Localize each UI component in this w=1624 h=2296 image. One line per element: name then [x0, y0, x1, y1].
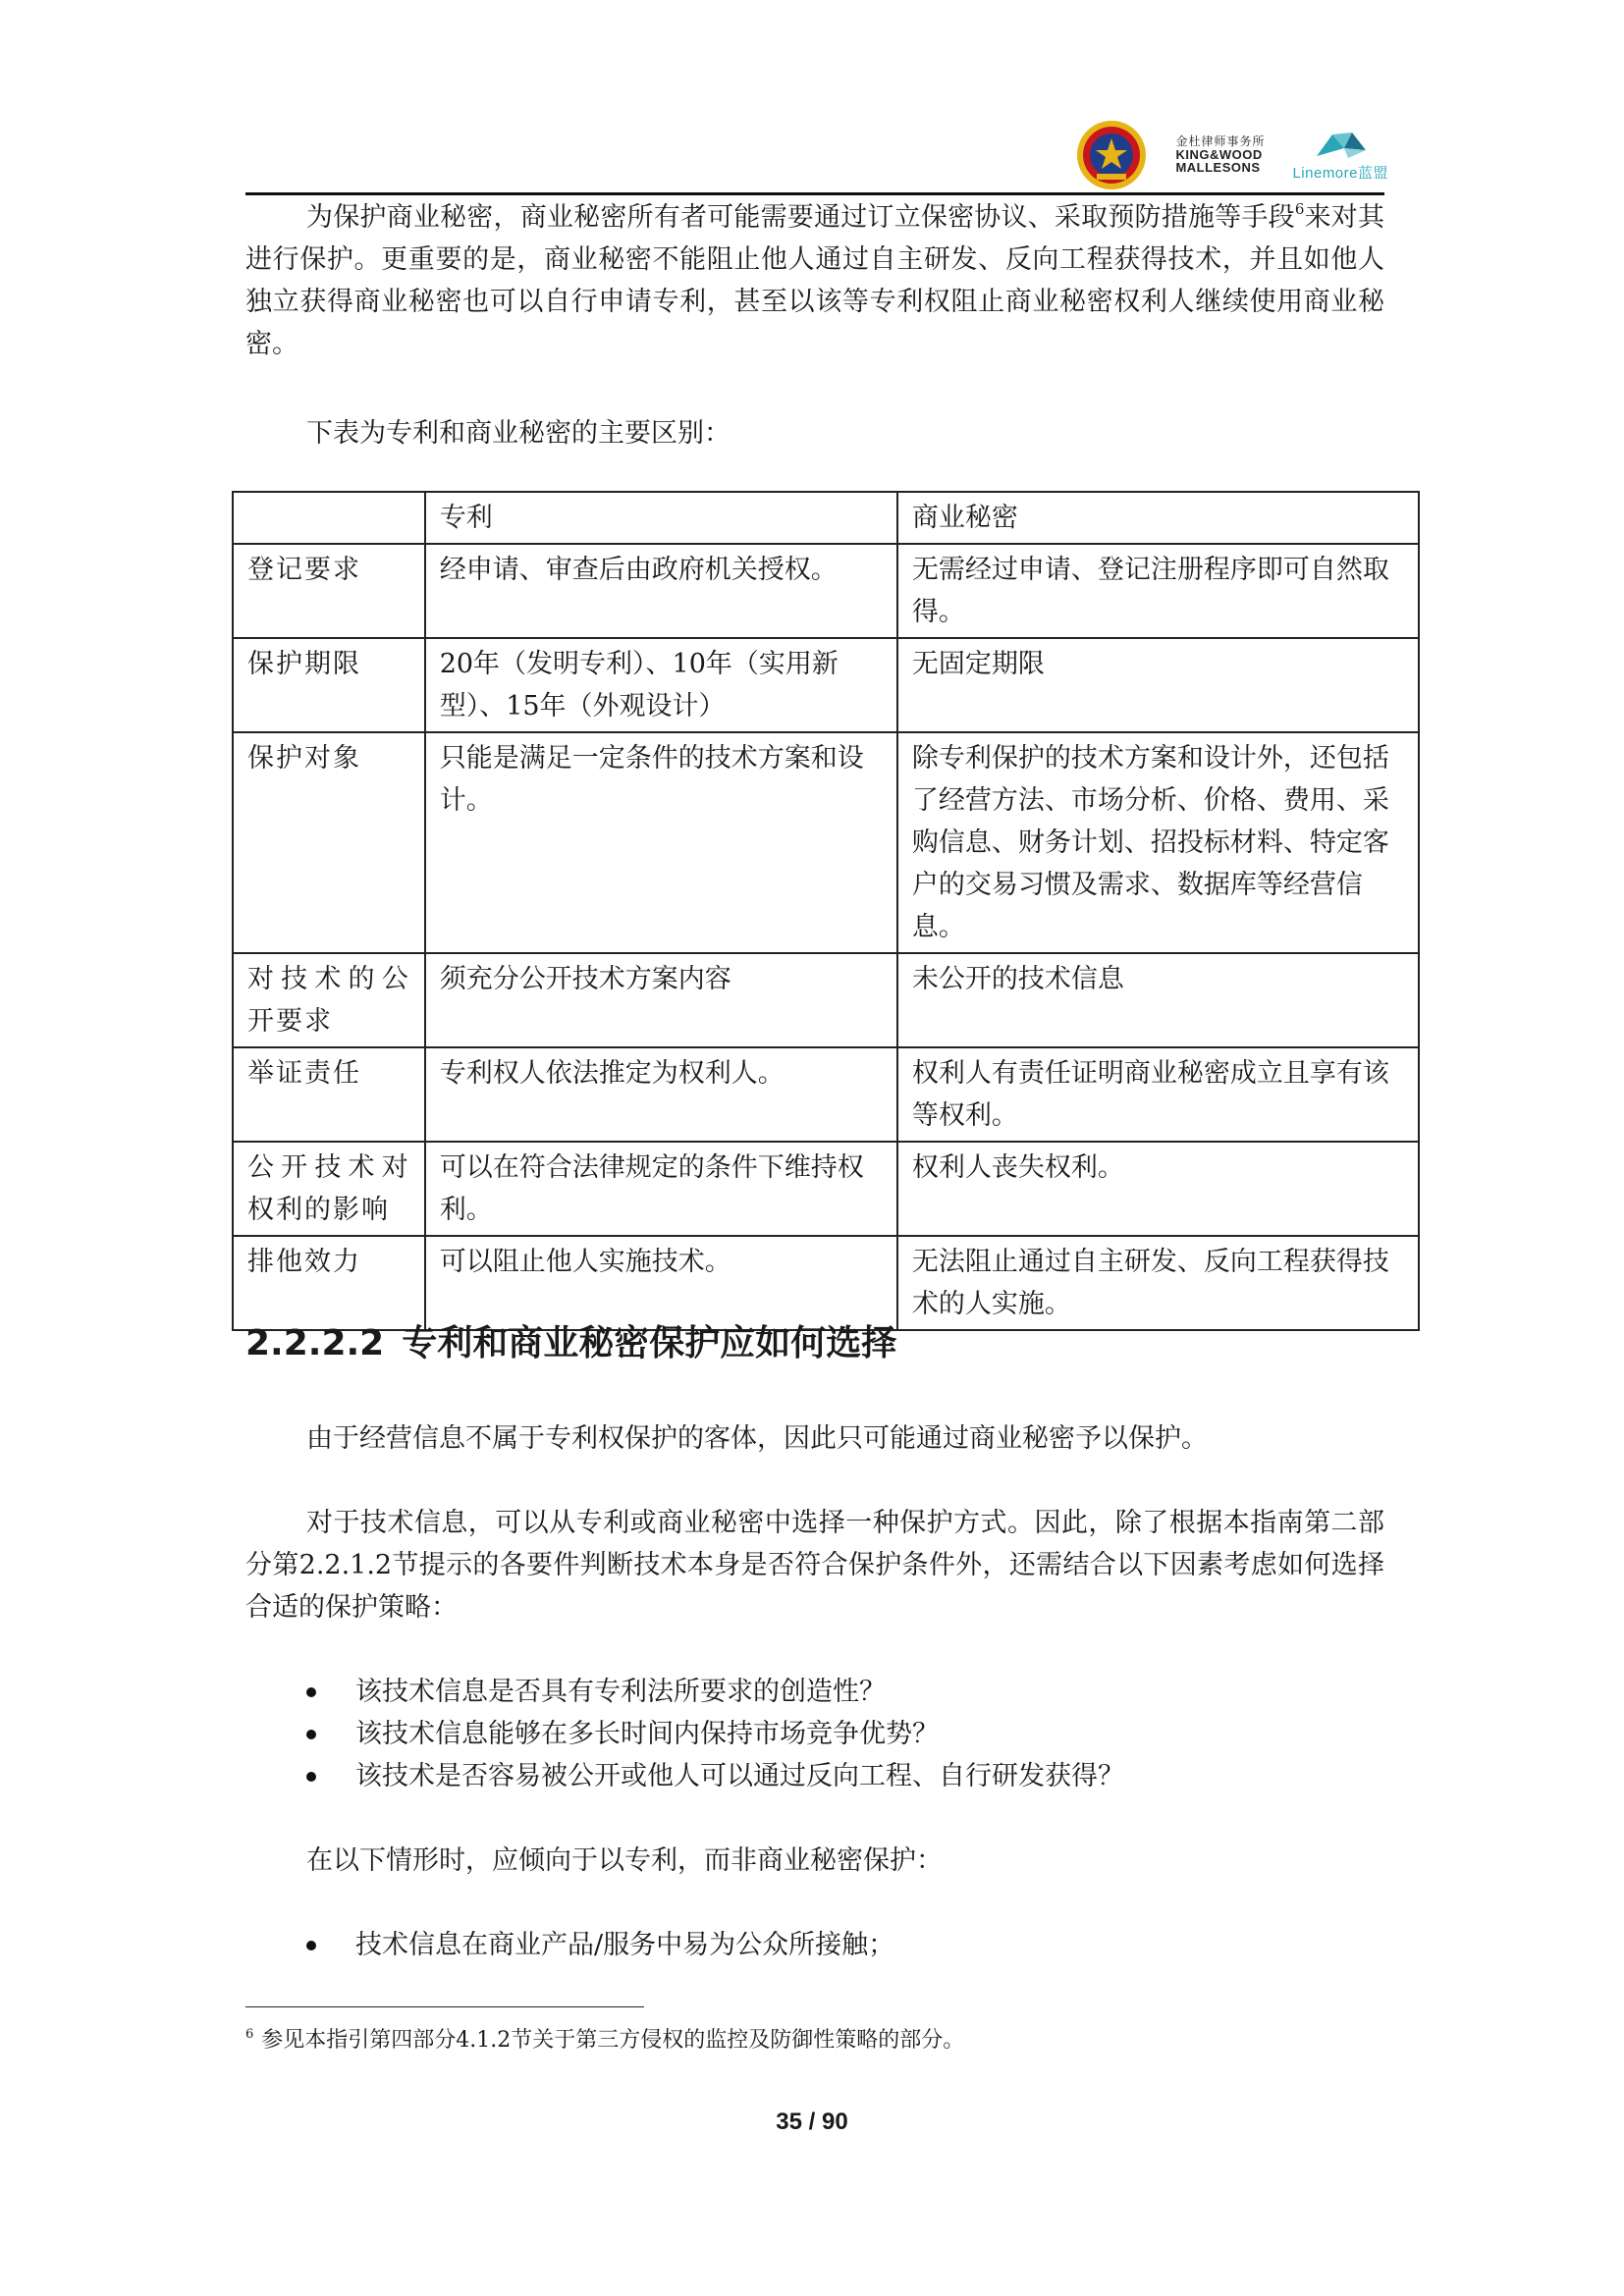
footnote-rule — [245, 2006, 644, 2007]
bullet-dot-icon — [306, 1772, 316, 1782]
kwm-logo-en-2: MALLESONS — [1175, 160, 1261, 176]
table-row — [233, 732, 1419, 953]
table-row — [233, 638, 1419, 732]
section-heading — [245, 1315, 896, 1365]
bullet-dot-icon — [306, 1687, 316, 1697]
table-cell: 权利人丧失权利。 — [897, 1142, 1419, 1236]
table-cell-label: 保护期限 — [233, 638, 425, 732]
paragraph-technical-info: 对于技术信息，可以从专利或商业秘密中选择一种保护方式。因此，除了根据本指南第二部分第2.2.1.2节提示的各要件判断技术本身是否符合保护条件外，还需结合以下因素考虑如何选择合适的保护策略： — [245, 1508, 1384, 1623]
list-item — [245, 1671, 1384, 1713]
comparison-table — [232, 491, 1420, 1331]
paragraph-business-info: 由于经营信息不属于专利权保护的客体，因此只可能通过商业秘密予以保护。 — [306, 1423, 1208, 1454]
bullet-dot-icon — [306, 1941, 316, 1950]
table-cell-label: 公开技术对权利的影响 — [233, 1142, 425, 1236]
national-emblem-logo — [1075, 119, 1148, 191]
table-cell-label: 举证责任 — [233, 1047, 425, 1142]
list-item-text: 技术信息在商业产品/服务中易为公众所接触； — [355, 1930, 895, 1960]
table-cell: 无固定期限 — [897, 638, 1419, 732]
table-cell: 专利权人依法推定为权利人。 — [425, 1047, 897, 1142]
table-cell: 只能是满足一定条件的技术方案和设计。 — [425, 732, 897, 953]
table-cell-label: 对技术的公开要求 — [233, 953, 425, 1047]
table-cell-label: 保护对象 — [233, 732, 425, 953]
footnote-ref[interactable]: 6 — [1294, 200, 1305, 218]
table-cell: 可以阻止他人实施技术。 — [425, 1236, 897, 1330]
table-cell: 经申请、审查后由政府机关授权。 — [425, 544, 897, 638]
table-row — [233, 953, 1419, 1047]
paragraph-intro-part1: 为保护商业秘密，商业秘密所有者可能需要通过订立保密协议、采取预防措施等手段 — [306, 202, 1295, 233]
table-cell: 无法阻止通过自主研发、反向工程获得技术的人实施。 — [897, 1236, 1419, 1330]
patent-situations-list — [245, 1924, 1384, 1966]
table-row — [233, 1142, 1419, 1236]
kwm-logo-en-1: KING&WOOD — [1175, 146, 1263, 162]
footnote — [245, 2026, 964, 2056]
section-number: 2.2.2.2 — [245, 1323, 385, 1363]
table-cell: 20年（发明专利）、10年（实用新型）、15年（外观设计） — [425, 638, 897, 732]
table-cell-label: 登记要求 — [233, 544, 425, 638]
list-item — [245, 1755, 1384, 1797]
paragraph-intro — [245, 196, 1384, 365]
list-item-text: 该技术是否容易被公开或他人可以通过反向工程、自行研发获得？ — [355, 1761, 1124, 1791]
linemore-logo — [1292, 129, 1388, 183]
bullet-dot-icon — [306, 1730, 316, 1739]
paragraph-patent-preference: 在以下情形时，应倾向于以专利，而非商业秘密保护： — [306, 1845, 943, 1876]
kwm-logo — [1175, 135, 1265, 175]
paragraph-table-intro: 下表为专利和商业秘密的主要区别： — [306, 418, 731, 449]
table-row — [233, 544, 1419, 638]
section-title: 专利和商业秘密保护应如何选择 — [402, 1323, 897, 1363]
list-item — [245, 1713, 1384, 1755]
table-cell: 可以在符合法律规定的条件下维持权利。 — [425, 1142, 897, 1236]
table-cell: 权利人有责任证明商业秘密成立且享有该等权利。 — [897, 1047, 1419, 1142]
table-cell: 须充分公开技术方案内容 — [425, 953, 897, 1047]
header-rule — [245, 192, 1384, 195]
paragraph-intro-part2: 来对其进行保护。更重要的是，商业秘密不能阻止他人通过自主研发、反向工程获得技术，并且如他人独立获得商业秘密也可以自行申请专利，甚至以该等专利权阻止商业秘密权利人继续使用商业秘密。 — [245, 202, 1385, 359]
list-item-text: 该技术信息能够在多长时间内保持市场竞争优势？ — [355, 1719, 939, 1749]
list-item-text: 该技术信息是否具有专利法所要求的创造性？ — [355, 1677, 886, 1707]
table-header-cell — [233, 492, 425, 544]
footnote-marker: 6 — [245, 2027, 254, 2042]
linemore-logo-text: Linemore蓝盟 — [1292, 164, 1388, 182]
list-item — [245, 1924, 1384, 1966]
footnote-text: 参见本指引第四部分4.1.2节关于第三方侵权的监控及防御性策略的部分。 — [261, 2028, 965, 2053]
table-cell: 除专利保护的技术方案和设计外，还包括了经营方法、市场分析、价格、费用、采购信息、财务计划、招投标材料、特定客户的交易习惯及需求、数据库等经营信息。 — [897, 732, 1419, 953]
linemore-mark-icon — [1309, 129, 1372, 162]
table-cell-label: 排他效力 — [233, 1236, 425, 1330]
table-header-row — [233, 492, 1419, 544]
considerations-list — [245, 1671, 1384, 1797]
table-cell: 未公开的技术信息 — [897, 953, 1419, 1047]
table-header-cell: 专利 — [425, 492, 897, 544]
table-header-cell: 商业秘密 — [897, 492, 1419, 544]
table-cell: 无需经过申请、登记注册程序即可自然取得。 — [897, 544, 1419, 638]
page-number: 35 / 90 — [776, 2109, 848, 2135]
header-logos — [1075, 116, 1388, 194]
kwm-logo-cn: 金杜律师事务所 — [1175, 134, 1266, 149]
table-row — [233, 1047, 1419, 1142]
